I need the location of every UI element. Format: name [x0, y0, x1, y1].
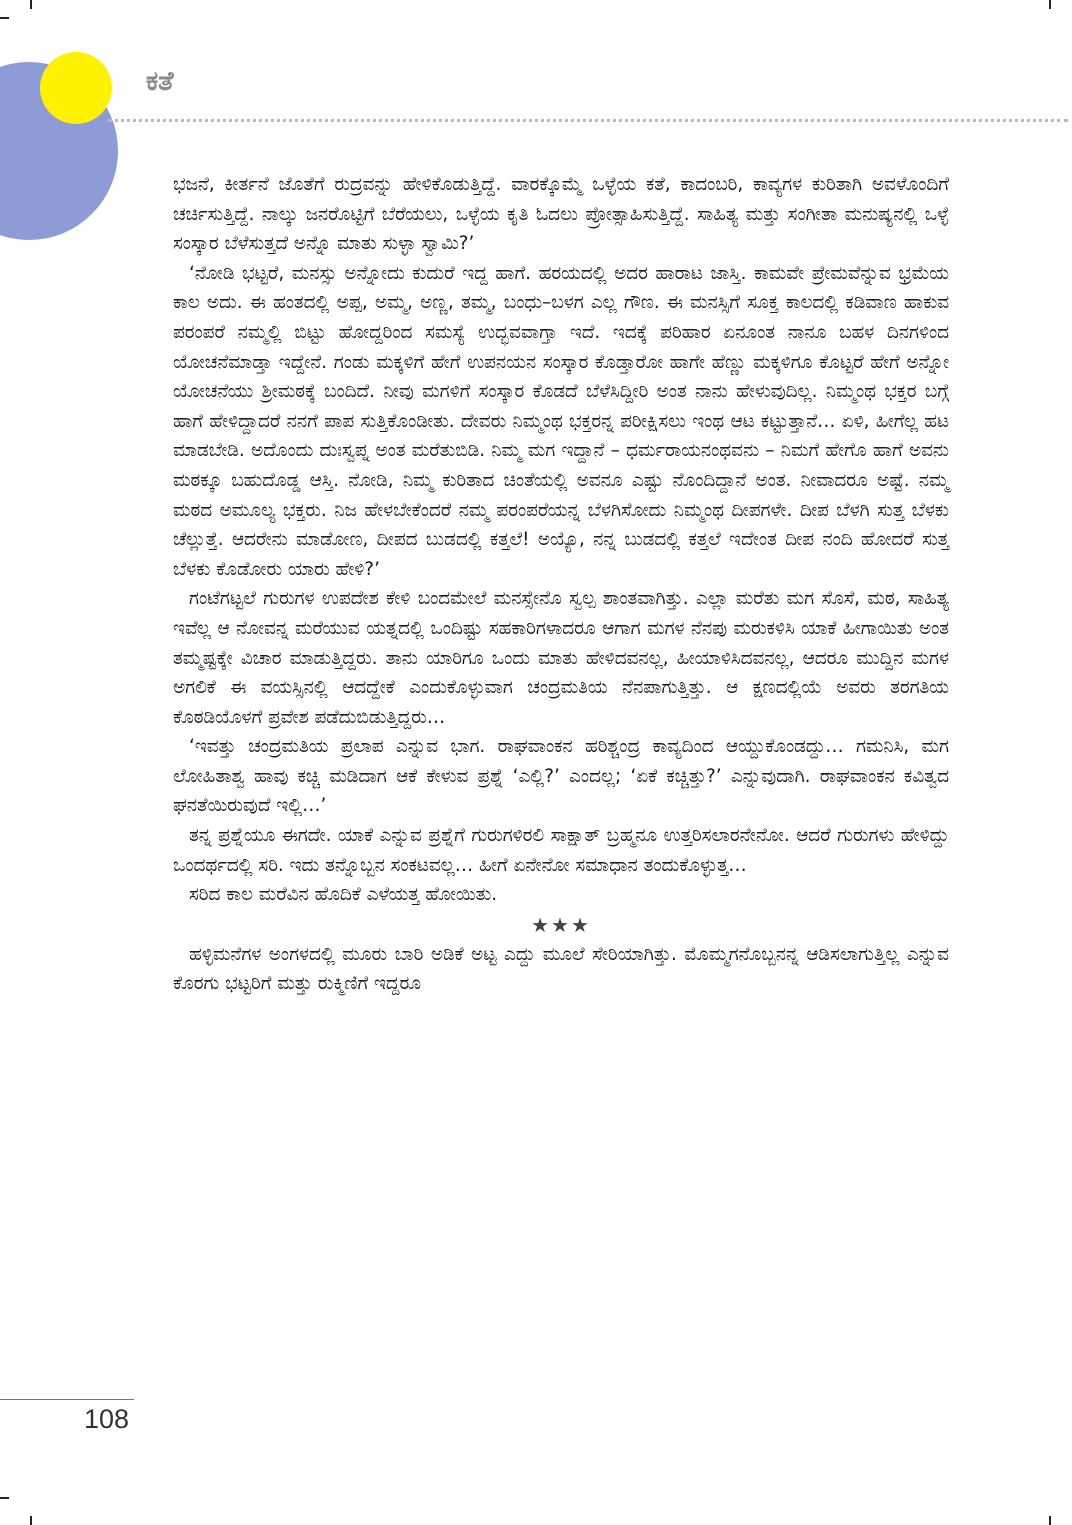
crop-mark-bottom-right — [1049, 1516, 1051, 1525]
crop-mark-left-upper — [0, 17, 9, 19]
footer-rule — [0, 1399, 134, 1400]
closing-paragraph: ಹಳ್ಳಿಮನೆಗಳ ಅಂಗಳದಲ್ಲಿ ಮೂರು ಬಾರಿ ಅಡಿಕೆ ಅಟ್ಟ ಎದ್ದು ಮೂಲೆ ಸೇರಿಯಾಗಿತ್ತು. ಮೊಮ್ಮಗನೊಬ್ಬನನ್ನ ಆಡಿಸಲಾಗುತ್ತಿಲ್ಲ ಎನ್ನುವ ಕೊರಗು ಭಟ್ಟರಿಗೆ ಮತ್ತು ರುಕ್ಮಿಣಿಗೆ ಇದ್ದರೂ — [173, 943, 949, 995]
section-separator: ★★★ — [531, 912, 591, 937]
crop-mark-bottom-left — [30, 1516, 32, 1525]
paragraph-3: ಗಂಟೆಗಟ್ಟಲೆ ಗುರುಗಳ ಉಪದೇಶ ಕೇಳಿ ಬಂದಮೇಲೆ ಮನಸ್ಸೇನೊ ಸ್ವಲ್ಪ ಶಾಂತವಾಗಿತ್ತು. ಎಲ್ಲಾ ಮರೆತು ಮಗ ಸೊಸೆ, ಮಠ, ಸಾಹಿತ್ಯ ಇವೆಲ್ಲ ಆ ನೋವನ್ನ ಮರೆಯುವ ಯತ್ನದಲ್ಲಿ ಒಂದಿಷ್ಟು ಸಹಕಾರಿಗಳಾದರೂ ಆಗಾಗ ಮಗಳ ನೆನಪು ಮರುಕಳಿಸಿ ಯಾಕೆ ಹೀಗಾಯಿತು ಅಂತ ತಮ್ಮಷ್ಟಕ್ಕೇ ವಿಚಾರ ಮಾಡುತ್ತಿದ್ದರು. ತಾನು ಯಾರಿಗೂ ಒಂದು ಮಾತು ಹೇಳಿದವನಲ್ಲ, ಹೀಯಾಳಿಸಿದವನಲ್ಲ, ಆದರೂ ಮುದ್ದಿನ ಮಗಳ ಅಗಲಿಕೆ ಈ ವಯಸ್ಸಿನಲ್ಲಿ ಆದದ್ದೇಕೆ ಎಂದುಕೊಳ್ಳುವಾಗ ಚಂದ್ರಮತಿಯ ನೆನಪಾಗುತ್ತಿತ್ತು. ಆ ಕ್ಷಣದಲ್ಲಿಯೆ ಅವರು ತರಗತಿಯ ಕೊಠಡಿಯೊಳಗೆ ಪ್ರವೇಶ ಪಡೆದುಬಿಡುತ್ತಿದ್ದರು… — [173, 588, 949, 728]
paragraph-1: ಭಜನೆ, ಕೀರ್ತನೆ ಜೊತೆಗೆ ರುದ್ರವನ್ನು ಹೇಳಿಕೊಡುತ್ತಿದ್ದೆ. ವಾರಕ್ಕೊಮ್ಮೆ ಒಳ್ಳೆಯ ಕತೆ, ಕಾದಂಬರಿ, ಕಾವ್ಯಗಳ ಕುರಿತಾಗಿ ಅವಳೊಂದಿಗೆ ಚರ್ಚಿಸುತ್ತಿದ್ದೆ. ನಾಲ್ಕು ಜನರೊಟ್ಟಿಗೆ ಬೆರೆಯಲು, ಒಳ್ಳೆಯ ಕೃತಿ ಓದಲು ಪ್ರೋತ್ಸಾಹಿಸುತ್ತಿದ್ದೆ. ಸಾಹಿತ್ಯ ಮತ್ತು ಸಂಗೀತಾ ಮನುಷ್ಯನಲ್ಲಿ ಒಳ್ಳೆ ಸಂಸ್ಕಾರ ಬೆಳೆಸುತ್ತದೆ ಅನ್ನೊ ಮಾತು ಸುಳ್ಳಾ ಸ್ವಾಮಿ?’ — [173, 174, 949, 255]
paragraph-4: ‘ಇವತ್ತು ಚಂದ್ರಮತಿಯ ಪ್ರಲಾಪ ಎನ್ನುವ ಭಾಗ. ರಾಘವಾಂಕನ ಹರಿಶ್ಚಂದ್ರ ಕಾವ್ಯದಿಂದ ಆಯ್ದುಕೊಂಡದ್ದು… ಗಮನಿಸಿ, ಮಗ ಲೋಹಿತಾಶ್ವ ಹಾವು ಕಚ್ಚಿ ಮಡಿದಾಗ ಆಕೆ ಕೇಳುವ ಪ್ರಶ್ನೆ ‘ಎಲ್ಲಿ?’ ಎಂದಲ್ಲ; ‘ಏಕೆ ಕಚ್ಚಿತ್ತು?’ ಎನ್ನುವುದಾಗಿ. ರಾಘವಾಂಕನ ಕವಿತ್ವದ ಘನತೆಯಿರುವುದೆ ಇಲ್ಲಿ…’ — [173, 736, 949, 817]
paragraph-2: ‘ನೋಡಿ ಭಟ್ಟರೆ, ಮನಸ್ಸು ಅನ್ನೋದು ಕುದುರೆ ಇದ್ದ ಹಾಗೆ. ಹರಯದಲ್ಲಿ ಅದರ ಹಾರಾಟ ಜಾಸ್ತಿ. ಕಾಮವೇ ಪ್ರೇಮವೆನ್ನುವ ಭ್ರಮೆಯ ಕಾಲ ಅದು. ಈ ಹಂತದಲ್ಲಿ ಅಪ್ಪ, ಅಮ್ಮ, ಅಣ್ಣ, ತಮ್ಮ, ಬಂಧು–ಬಳಗ ಎಲ್ಲ ಗೌಣ. ಈ ಮನಸ್ಸಿಗೆ ಸೂಕ್ತ ಕಾಲದಲ್ಲಿ ಕಡಿವಾಣ ಹಾಕುವ ಪರಂಪರೆ ನಮ್ಮಲ್ಲಿ ಬಿಟ್ಟು ಹೋದ್ದರಿಂದ ಸಮಸ್ಯೆ ಉದ್ಭವವಾಗ್ತಾ ಇದೆ. ಇದಕ್ಕೆ ಪರಿಹಾರ ಏನೂಂತ ನಾನೂ ಬಹಳ ದಿನಗಳಿಂದ ಯೋಚನೆಮಾಡ್ತಾ ಇದ್ದೇನೆ. ಗಂಡು ಮಕ್ಕಳಿಗೆ ಹೇಗೆ ಉಪನಯನ ಸಂಸ್ಕಾರ ಕೊಡ್ತಾರೋ ಹಾಗೇ ಹೆಣ್ಣು ಮಕ್ಕಳಿಗೂ ಕೊಟ್ಟರೆ ಹೇಗೆ ಅನ್ನೋ ಯೋಚನೆಯು ಶ್ರೀಮಠಕ್ಕೆ ಬಂದಿದೆ. ನೀವು ಮಗಳಿಗೆ ಸಂಸ್ಕಾರ ಕೊಡದೆ ಬೆಳೆಸಿದ್ದೀರಿ ಅಂತ ನಾನು ಹೇಳುವುದಿಲ್ಲ. ನಿಮ್ಮಂಥ ಭಕ್ತರ ಬಗ್ಗೆ ಹಾಗೆ ಹೇಳಿದ್ದಾದರೆ ನನಗೆ ಪಾಪ ಸುತ್ತಿಕೊಂಡೀತು. ದೇವರು ನಿಮ್ಮಂಥ ಭಕ್ತರನ್ನ ಪರೀಕ್ಷಿಸಲು ಇಂಥ ಆಟ ಕಟ್ಟುತ್ತಾನೆ… ಏಳಿ, ಹೀಗೆಲ್ಲ ಹಟ ಮಾಡಬೇಡಿ. ಅದೊಂದು ದುಃಸ್ವಪ್ನ ಅಂತ ಮರೆತುಬಿಡಿ. ನಿಮ್ಮ ಮಗ ಇದ್ದಾನೆ – ಧರ್ಮರಾಯನಂಥವನು – ನಿಮಗೆ ಹೇಗೊ ಹಾಗೆ ಅವನು ಮಠಕ್ಕೂ ಬಹುದೊಡ್ಡ ಆಸ್ತಿ. ನೋಡಿ, ನಿಮ್ಮ ಕುರಿತಾದ ಚಿಂತೆಯಲ್ಲಿ ಅವನೂ ಎಷ್ಟು ನೊಂದಿದ್ದಾನೆ ಅಂತ. ನೀವಾದರೂ ಅಷ್ಟೆ. ನಮ್ಮ ಮಠದ ಅಮೂಲ್ಯ ಭಕ್ತರು. ನಿಜ ಹೇಳಬೇಕೆಂದರೆ ನಮ್ಮ ಪರಂಪರೆಯನ್ನ ಬೆಳಗಿಸೋದು ನಿಮ್ಮಂಥ ದೀಪಗಳೇ. ದೀಪ ಬೆಳಗಿ ಸುತ್ತ ಬೆಳಕು ಚೆಲ್ಲುತ್ತೆ. ಆದರೇನು ಮಾಡೋಣ, ದೀಪದ ಬುಡದಲ್ಲಿ ಕತ್ತಲೆ! ಅಯ್ಯೊ, ನನ್ನ ಬುಡದಲ್ಲಿ ಕತ್ತಲೆ ಇದೇಂತ ದೀಪ ನಂದಿ ಹೋದರೆ ಸುತ್ತ ಬೆಳಕು ಕೊಡೋರು ಯಾರು ಹೇಳಿ?’ — [173, 262, 949, 580]
decorative-yellow-circle — [40, 52, 112, 124]
crop-mark-left-lower — [0, 1497, 9, 1499]
story-body — [173, 170, 949, 999]
crop-mark-top-left — [30, 0, 32, 9]
crop-mark-top-right — [1049, 0, 1051, 9]
header-dotted-rule — [108, 119, 1068, 122]
page-number: 108 — [84, 1404, 130, 1434]
section-title: ಕತೆ — [146, 66, 174, 97]
paragraph-6: ಸರಿದ ಕಾಲ ಮರೆವಿನ ಹೊದಿಕೆ ಎಳೆಯತ್ತ ಹೋಯಿತು. — [189, 884, 498, 906]
paragraph-5: ತನ್ನ ಪ್ರಶ್ನೆಯೂ ಈಗದೇ. ಯಾಕೆ ಎನ್ನುವ ಪ್ರಶ್ನೆಗೆ ಗುರುಗಳಿರಲಿ ಸಾಕ್ಷಾತ್ ಬ್ರಹ್ಮನೂ ಉತ್ತರಿಸಲಾರನೇನೋ. ಆದರೆ ಗುರುಗಳು ಹೇಳಿದ್ದು ಒಂದರ್ಥದಲ್ಲಿ ಸರಿ. ಇದು ತನ್ನೊಬ್ಬನ ಸಂಕಟವಲ್ಲ… ಹೀಗೆ ಏನೇನೋ ಸಮಾಧಾನ ತಂದುಕೊಳ್ಳುತ್ತ… — [173, 825, 949, 876]
